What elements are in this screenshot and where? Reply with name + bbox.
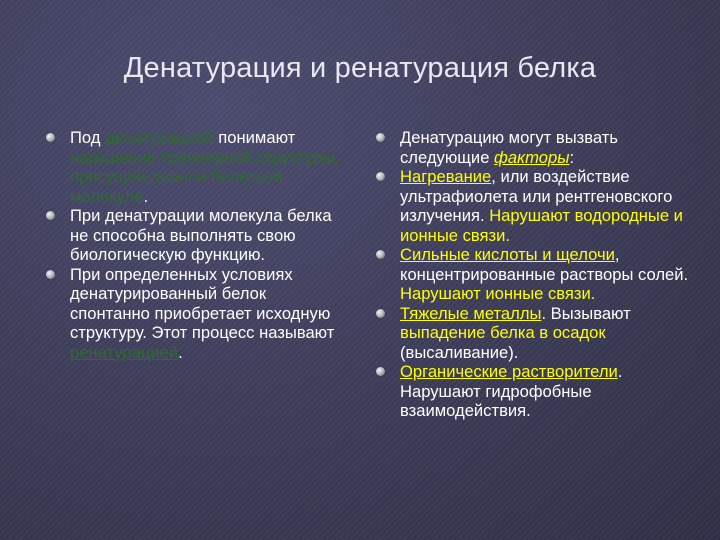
term-denaturation: денатурацией xyxy=(105,128,214,147)
list-item: Под денатурацией понимают нарушение трехмерной структуры, присущей данной белковой молекуле. xyxy=(46,128,346,206)
slide-title: Денатурация и ренатурация белка xyxy=(123,52,597,84)
list-item: При денатурации молекула белка не способна выполнять свою биологическую функцию. xyxy=(46,206,346,265)
sphere-bullet-icon xyxy=(46,211,55,220)
sphere-bullet-icon xyxy=(376,133,385,142)
factor-heavy-metals: Тяжелые металлы xyxy=(400,303,542,323)
list-item: Органические растворители. Нарушают гидрофобные взаимодействия. xyxy=(376,362,696,421)
sphere-bullet-icon xyxy=(46,270,55,279)
factor-acids-alkalis: Сильные кислоты и щелочи xyxy=(400,245,615,264)
list-item: Сильные кислоты и щелочи, концентрированные растворы солей. Нарушают ионные связи. xyxy=(376,245,696,304)
sphere-bullet-icon xyxy=(46,133,55,142)
sphere-bullet-icon xyxy=(376,250,385,259)
sphere-bullet-icon xyxy=(376,309,385,318)
term-factors: факторы xyxy=(494,147,570,167)
right-column xyxy=(376,128,696,421)
term-renaturation: ренатурацией xyxy=(70,342,179,362)
definition-highlight: нарушение трехмерной структуры, присущей данной белковой молекуле xyxy=(70,147,340,206)
list-item: Нагревание, или воздействие ультрафиолета или рентгеновского излучения. Нарушают водородные и ионные связи. xyxy=(376,167,696,245)
factor-heating: Нагревание xyxy=(400,167,492,186)
sphere-bullet-icon xyxy=(376,367,385,376)
list-item: При определенных условиях денатурированный белок спонтанно приобретает исходную структуру. Этот процесс называют ренатурацией. xyxy=(46,265,346,363)
list-item: Денатурацию могут вызвать следующие факторы: xyxy=(376,128,696,167)
list-item: Тяжелые металлы. Вызывают выпадение белка в осадок (высаливание). xyxy=(376,304,696,363)
left-column xyxy=(46,128,346,362)
factor-organic-solvents: Органические растворители xyxy=(400,362,618,381)
sphere-bullet-icon xyxy=(376,172,385,181)
